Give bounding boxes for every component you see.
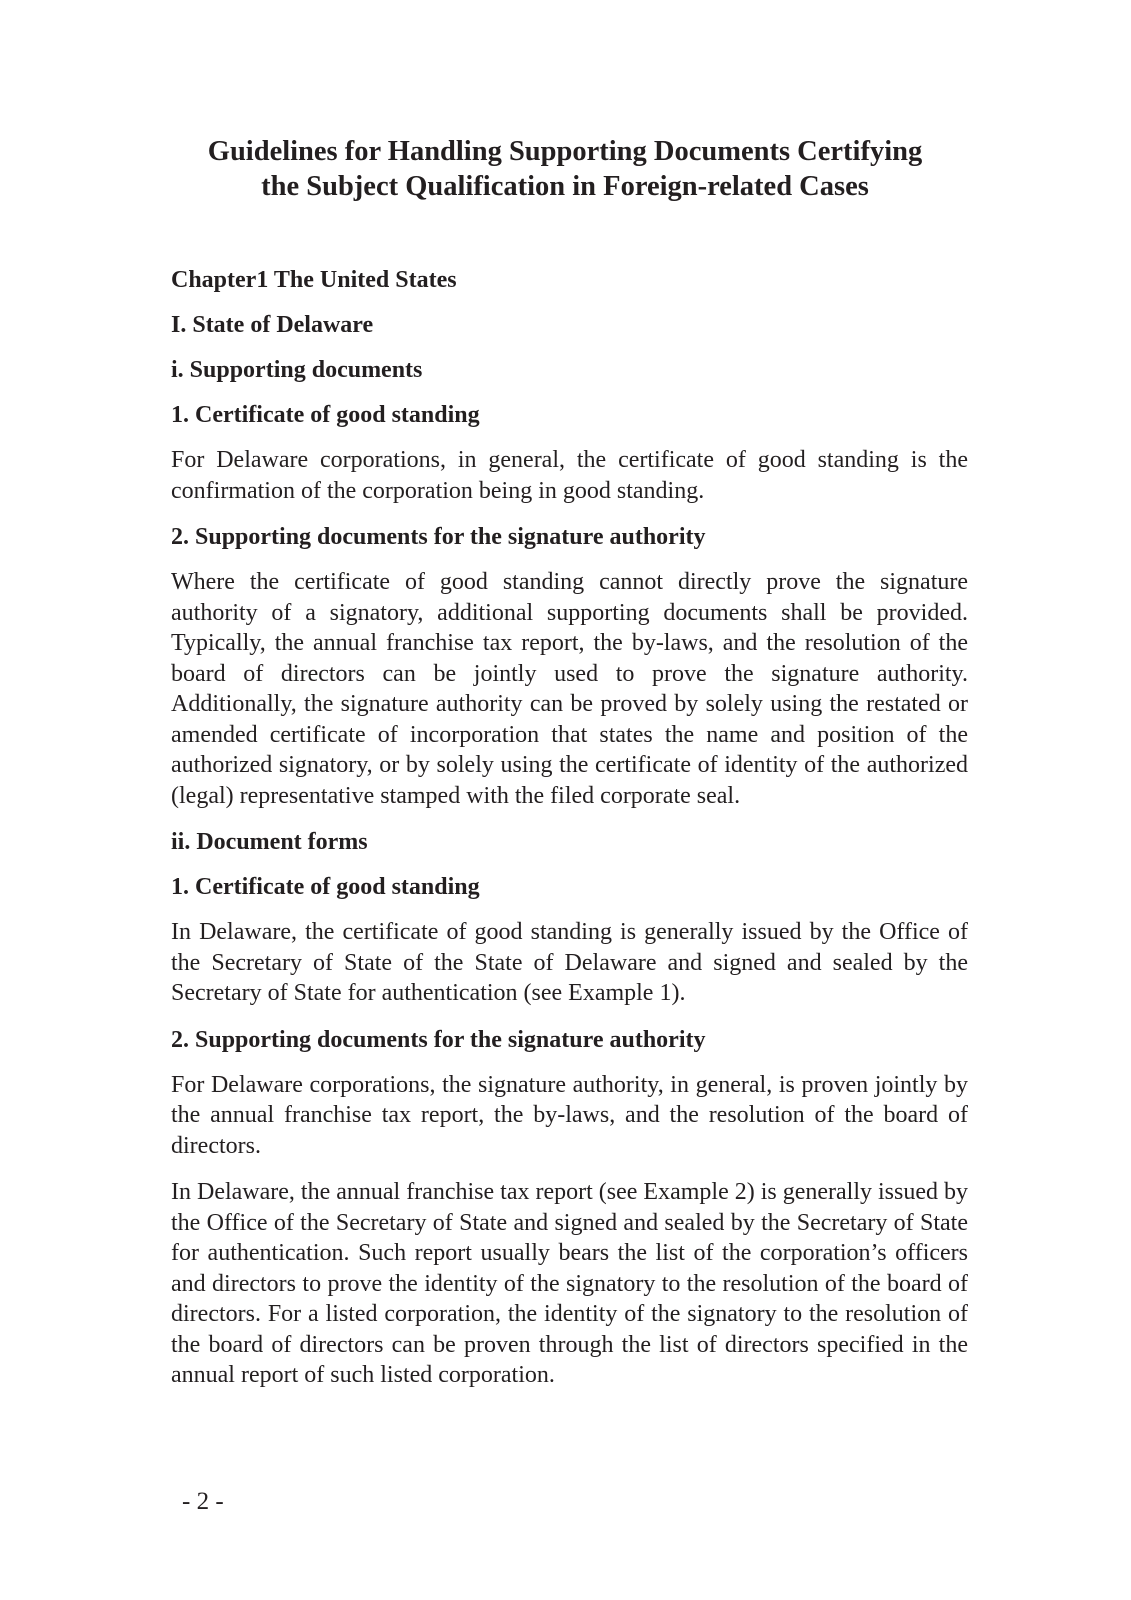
page-title-line-1: Guidelines for Handling Supporting Documents Certifying <box>207 136 923 167</box>
document-body <box>171 265 968 1405</box>
subsection-heading-supporting-documents: i. Supporting documents <box>171 357 423 383</box>
paragraph-signature-authority-additional-docs: Where the certificate of good standing cannot directly prove the signature authority of a signatory, additional supporting documents shall be provided. Typically, the annual franchise tax report, the by-laws, and the resolution of the board of directors can be jointly used to prove the signature authority. Additionally, the signature authority can be proved by solely using the restated or amended certificate of incorporation that states the name and position of the authorized signatory, or by solely using the certificate of identity of the authorized (legal) representative stamped with the filed corporate seal. <box>171 569 968 809</box>
heading-certificate-of-good-standing-form: 1. Certificate of good standing <box>171 874 480 900</box>
chapter-heading: Chapter1 The United States <box>171 267 457 293</box>
section-heading: I. State of Delaware <box>171 312 374 338</box>
subsection-heading-document-forms: ii. Document forms <box>171 829 368 855</box>
page-title <box>150 134 980 204</box>
paragraph-signature-authority-joint-proof: For Delaware corporations, the signature authority, in general, is proven jointly by the annual franchise tax report, the by-laws, and the resolution of the board of directors. <box>171 1071 968 1159</box>
heading-signature-authority-documents: 2. Supporting documents for the signature authority <box>171 524 706 550</box>
heading-certificate-of-good-standing: 1. Certificate of good standing <box>171 402 480 428</box>
paragraph-good-standing-confirmation: For Delaware corporations, in general, the certificate of good standing is the confirmation of the corporation being in good standing. <box>171 447 968 504</box>
page-title-line-2: the Subject Qualification in Foreign-related Cases <box>261 171 869 202</box>
paragraph-annual-franchise-tax-report: In Delaware, the annual franchise tax report (see Example 2) is generally issued by the Office of the Secretary of State and signed and sealed by the Secretary of State for authentication. Such report usually bears the list of the corporation’s officers and directors to prove the identity of the signatory to the resolution of the board of directors. For a listed corporation, the identity of the signatory to the resolution of the board of directors can be proven through the list of directors specified in the annual report of such listed corporation. <box>171 1179 969 1388</box>
paragraph-good-standing-issuance: In Delaware, the certificate of good standing is generally issued by the Office of the Secretary of State of the State of Delaware and signed and sealed by the Secretary of State for authentication (see Example 1). <box>171 919 968 1006</box>
page-number: - 2 - <box>182 1488 224 1515</box>
heading-signature-authority-forms: 2. Supporting documents for the signature authority <box>171 1026 706 1053</box>
